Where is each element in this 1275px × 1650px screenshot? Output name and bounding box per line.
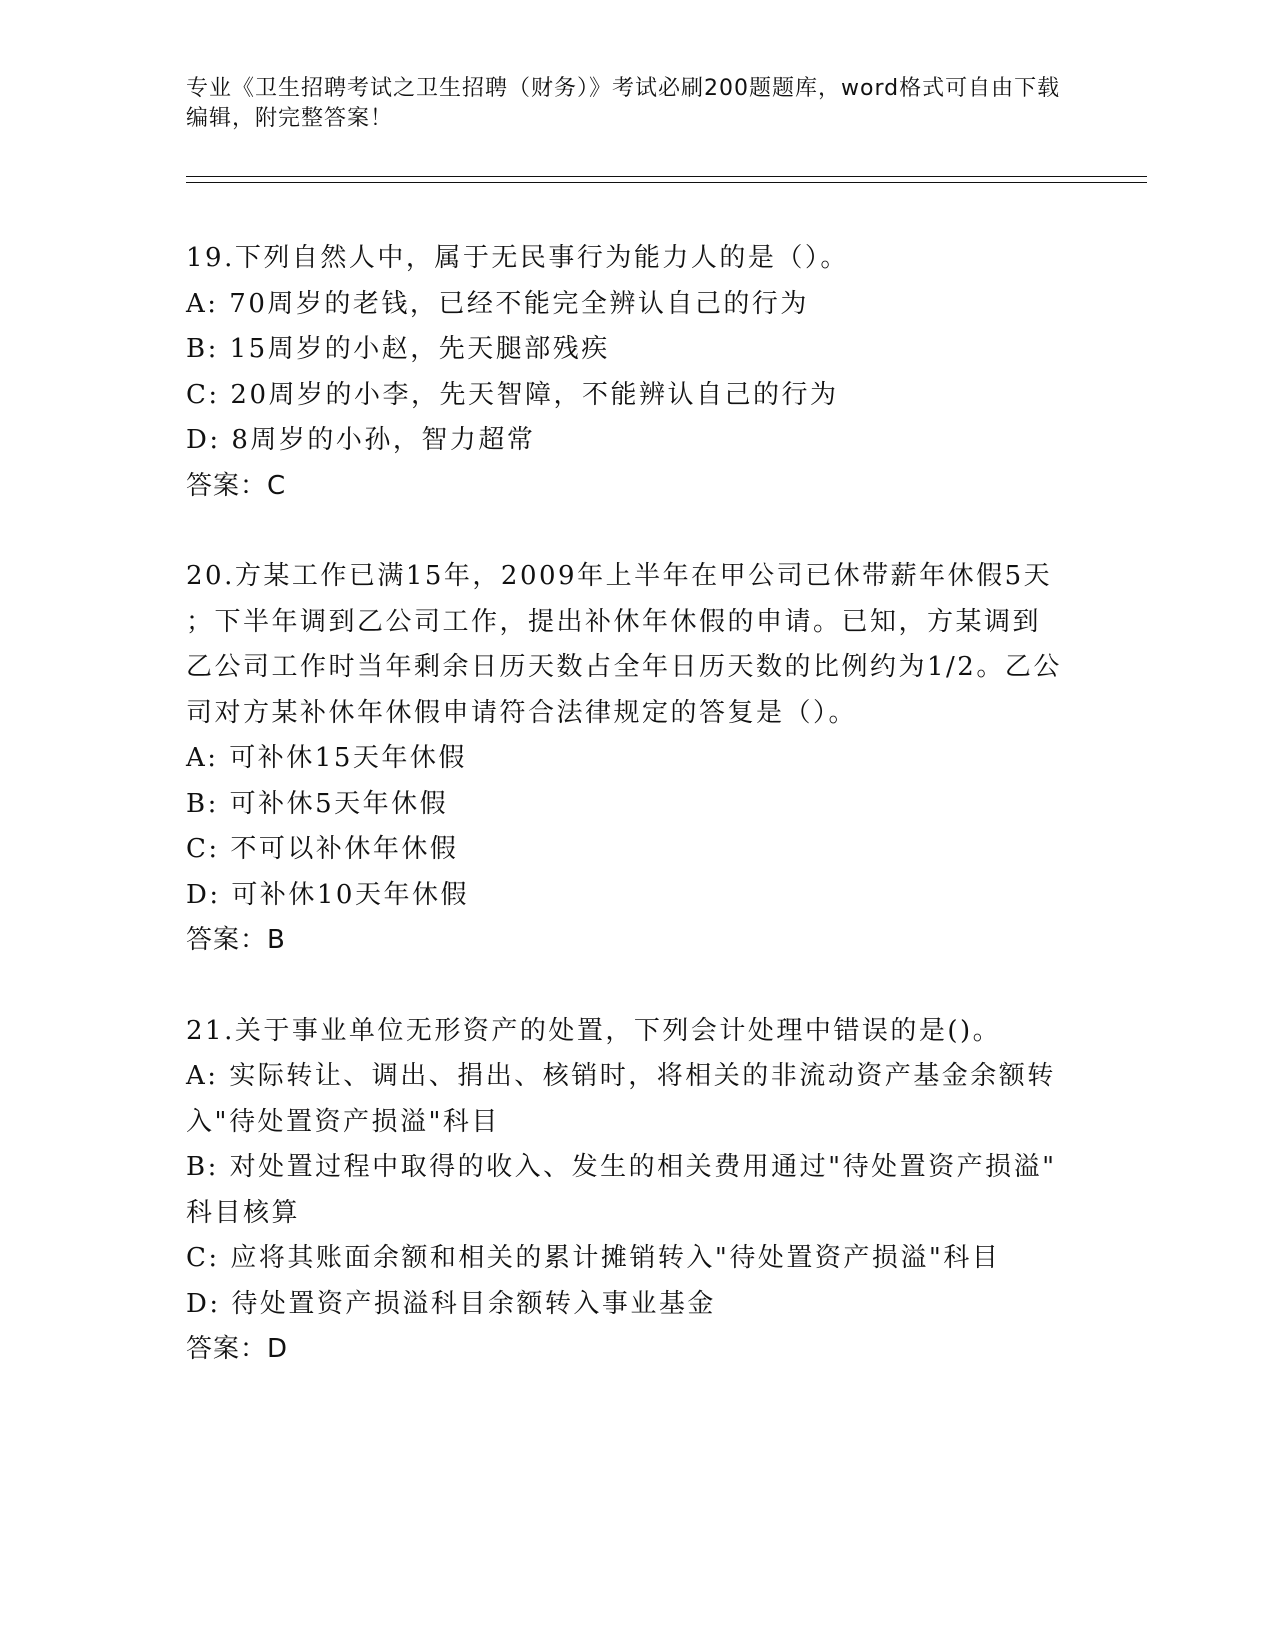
option-b: B: 可补休5天年休假 [186, 788, 449, 819]
answer: 答案：C [186, 470, 287, 501]
option-a: A: 可补休15天年休假 [186, 743, 467, 773]
question-text: 司对方某补休年休假申请符合法律规定的答复是（）。 [186, 697, 858, 728]
question-text: 20.方某工作已满15年，2009年上半年在甲公司已休带薪年休假5天 [186, 561, 1053, 591]
option-d: D: 可补休10天年休假 [186, 879, 469, 910]
option-a: A: 70周岁的老钱，已经不能完全辨认自己的行为 [186, 288, 809, 319]
question-text: 19.下列自然人中，属于无民事行为能力人的是（）。 [186, 243, 849, 273]
question-19 [186, 236, 1086, 509]
answer: 答案：B [186, 925, 286, 955]
option-c: C: 不可以补休年休假 [186, 834, 459, 864]
document-header: 专业《卫生招聘考试之卫生招聘（财务）》考试必刷200题题库，word格式可自由下载编辑，附完整答案！ [186, 76, 1061, 131]
question-text: ；下半年调到乙公司工作，提出补休年休假的申请。已知，方某调到 [186, 606, 1042, 637]
option-b: B: 对处置过程中取得的收入、发生的相关费用通过"待处置资产损溢" [186, 1152, 1057, 1182]
option-c: C: 20周岁的小李，先天智障，不能辨认自己的行为 [186, 379, 839, 410]
option-d: D: 待处置资产损溢科目余额转入事业基金 [186, 1288, 716, 1319]
answer: 答案：D [186, 1334, 289, 1364]
option-b-continued: 科目核算 [186, 1197, 301, 1228]
option-b: B: 15周岁的小赵，先天腿部残疾 [186, 334, 610, 364]
option-d: D: 8周岁的小孙，智力超常 [186, 425, 536, 455]
header-divider-top [186, 176, 1147, 177]
question-text: 21.关于事业单位无形资产的处置，下列会计处理中错误的是()。 [186, 1015, 1002, 1046]
question-20 [186, 554, 1086, 964]
option-a: A: 实际转让、调出、捐出、核销时，将相关的非流动资产基金余额转 [186, 1061, 1056, 1091]
question-list [186, 236, 1086, 1418]
question-21 [186, 1009, 1086, 1373]
option-a-continued: 入"待处置资产损溢"科目 [186, 1106, 500, 1137]
option-c: C: 应将其账面余额和相关的累计摊销转入"待处置资产损溢"科目 [186, 1243, 1001, 1273]
header-divider-bottom [186, 182, 1147, 183]
question-text: 乙公司工作时当年剩余日历天数占全年日历天数的比例约为1/2。乙公 [186, 652, 1062, 682]
